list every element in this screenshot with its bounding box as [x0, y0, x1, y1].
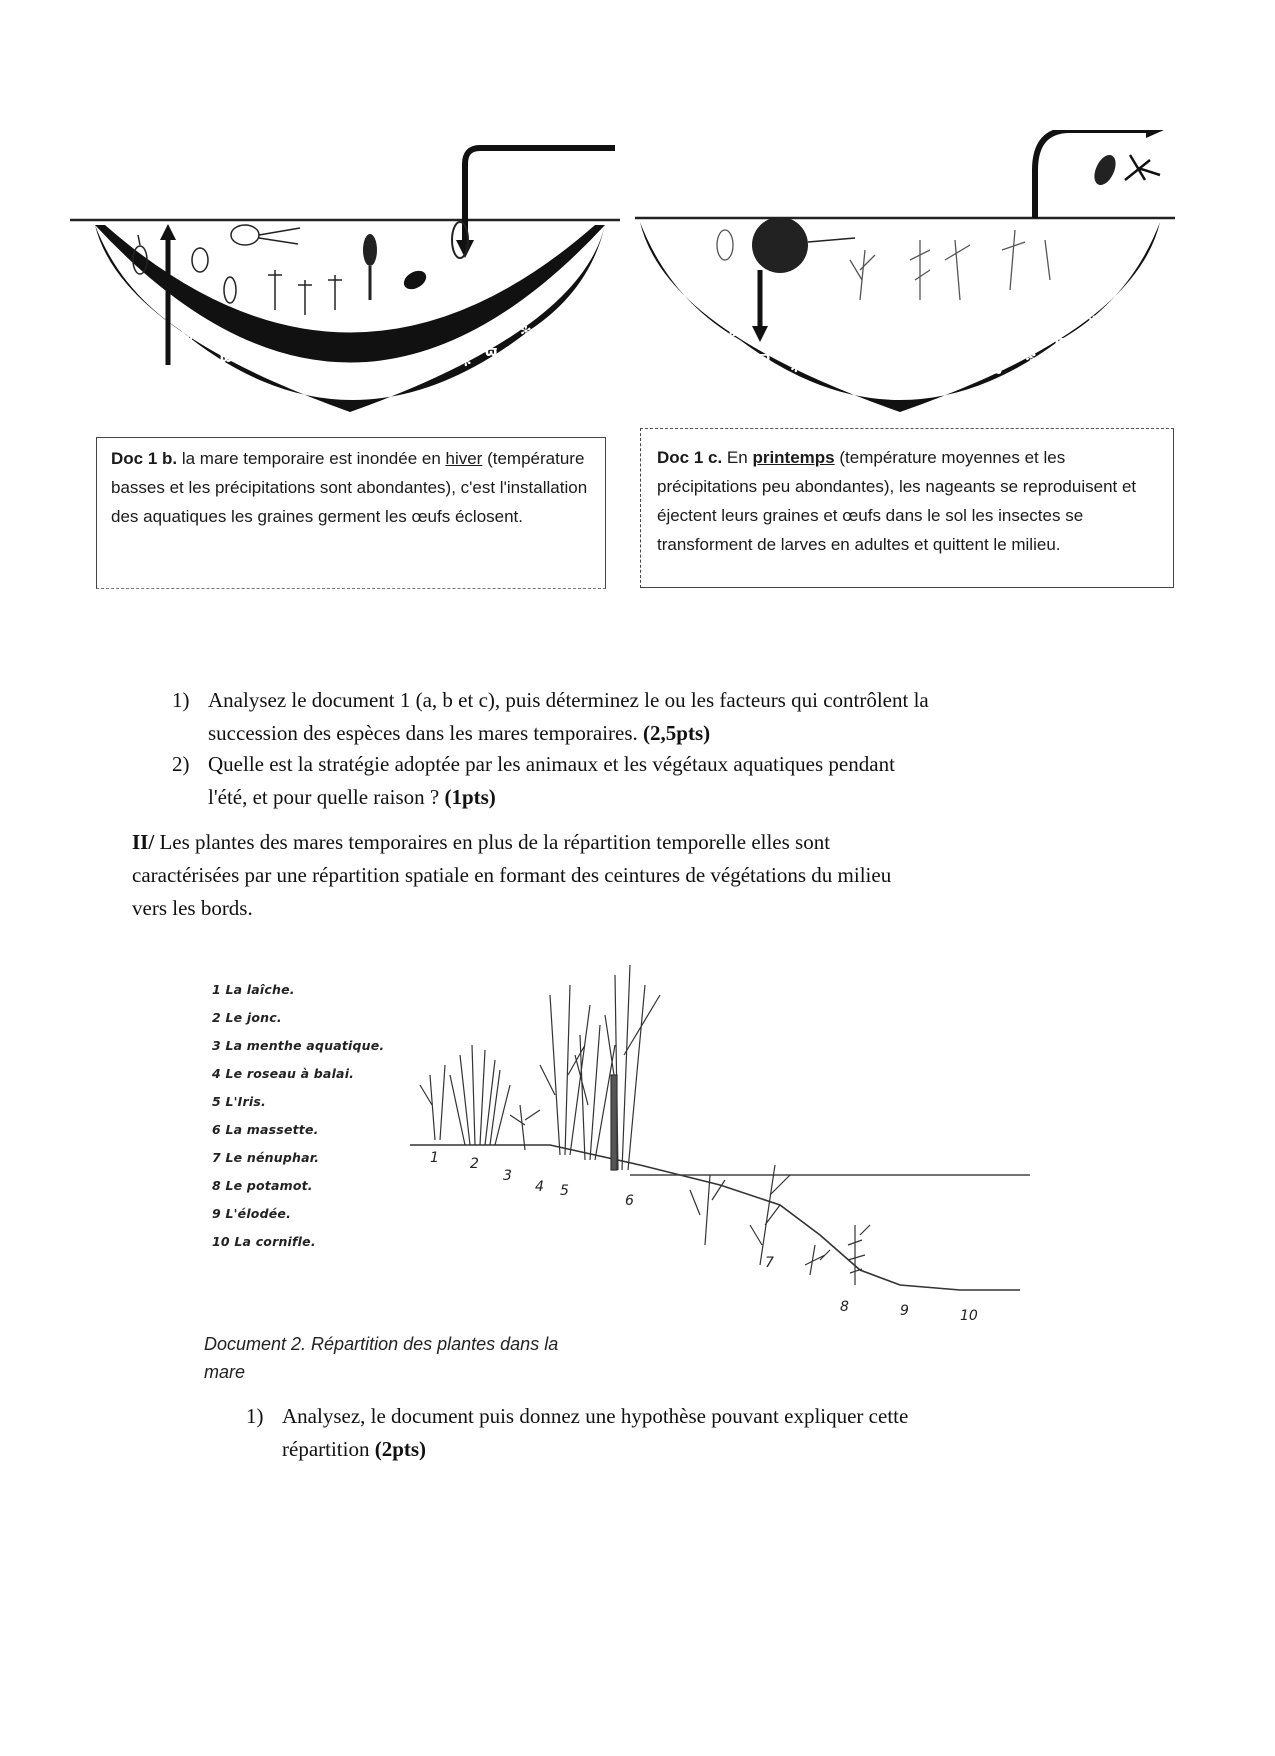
plant-number-1: 1	[430, 1150, 439, 1166]
question-part2-line2: répartition	[282, 1437, 375, 1461]
question-part2	[246, 1400, 1126, 1470]
question-part2-line1: Analysez, le document puis donnez une hypothèse pouvant expliquer cette	[282, 1404, 909, 1428]
svg-text:ϖ: ϖ	[220, 350, 233, 366]
doc1c-label: Doc 1 c.	[657, 448, 723, 467]
plant-legend-item-1: 1 La laîche.	[212, 982, 295, 997]
question-1-line2: succession des espèces dans les mares temporaires.	[208, 721, 644, 745]
svg-text:✻: ✻	[255, 360, 267, 376]
doc1b-season: hiver	[445, 449, 483, 468]
plant-number-10: 10	[960, 1308, 978, 1324]
pond-spring-diagram	[630, 130, 1190, 420]
svg-text:ϖ: ϖ	[290, 368, 303, 384]
doc1c-text-before: En	[722, 448, 753, 467]
question-2-line2: l'été, et pour quelle raison ?	[208, 785, 445, 809]
doc1c-season: printemps	[752, 448, 835, 467]
svg-text:ϖ: ϖ	[830, 370, 843, 386]
question-2-line2-wrap	[208, 781, 496, 814]
plant-legend-item-9: 9 L'élodée.	[212, 1206, 292, 1221]
question-1-line1: Analysez le document 1 (a, b et c), puis déterminez le ou les facteurs qui contrôlent la	[208, 688, 929, 712]
doc1c-caption-box	[640, 428, 1174, 588]
plant-number-7: 7	[765, 1255, 774, 1271]
doc1b-text-after: (température basses et les précipitations sont abondantes), c'est l'installation des aquatiques les graines germent les œufs éclosent.	[111, 449, 588, 526]
question-1-number: 1)	[172, 688, 190, 712]
section-2-line1: Les plantes des mares temporaires en plus de la répartition temporelle elles sont	[154, 830, 831, 854]
question-1-line2-wrap	[208, 717, 710, 750]
svg-text:ϖ: ϖ	[910, 374, 923, 390]
question-2-points: (1pts)	[444, 785, 496, 809]
plant-legend-item-4: 4 Le roseau à balai.	[212, 1066, 355, 1081]
svg-text:ϖ: ϖ	[990, 362, 1003, 378]
pond-plants-profile-diagram	[400, 955, 1040, 1325]
plant-number-5: 5	[560, 1183, 569, 1199]
svg-text:✻: ✻	[875, 376, 887, 392]
section-2-line2: caractérisées par une répartition spatiale en formant des ceintures de végétations du milieu	[132, 863, 892, 887]
doc1b-caption-box	[96, 437, 606, 589]
plant-number-4: 4	[535, 1179, 544, 1195]
question-2-number: 2)	[172, 752, 190, 776]
question-2	[172, 748, 1132, 818]
plant-legend-item-8: 8 Le potamot.	[212, 1178, 313, 1193]
section-2-line3: vers les bords.	[132, 896, 253, 920]
plant-legend-item-3: 3 La menthe aquatique.	[212, 1038, 385, 1053]
plant-number-8: 8	[840, 1299, 849, 1315]
svg-text:ϖ: ϖ	[360, 376, 373, 392]
svg-text:✻: ✻	[950, 368, 962, 384]
question-part2-number: 1)	[246, 1404, 264, 1428]
svg-text:✻: ✻	[395, 370, 407, 386]
plant-number-3: 3	[503, 1168, 512, 1184]
question-2-line1: Quelle est la stratégie adoptée par les animaux et les végétaux aquatiques pendant	[208, 752, 895, 776]
svg-text:✻: ✻	[790, 360, 802, 376]
svg-text:ϖ: ϖ	[485, 344, 498, 360]
plant-legend-item-5: 5 L'Iris.	[212, 1094, 266, 1109]
doc2-caption	[204, 1330, 644, 1386]
plant-legend-item-2: 2 Le jonc.	[212, 1010, 282, 1025]
doc1c-text-after: (température moyennes et les précipitations peu abondantes), les nageants se reproduisent et éjectent leurs graines et œufs dans le sol les insectes se transforment de larves en adultes et quittent le milieu.	[657, 448, 1137, 554]
doc1b-label: Doc 1 b.	[111, 449, 178, 468]
section-2-intro	[132, 826, 1132, 925]
question-1-points: (2,5pts)	[643, 721, 711, 745]
question-1	[172, 684, 1132, 754]
doc2-caption-line2: mare	[204, 1362, 246, 1382]
question-part2-points: (2pts)	[374, 1437, 427, 1461]
svg-text:ϖ: ϖ	[425, 366, 438, 382]
section-2-roman: II/	[132, 830, 155, 854]
svg-text:✻: ✻	[725, 330, 737, 346]
pond-winter-diagram	[60, 140, 640, 420]
svg-text:ϖ: ϖ	[758, 350, 771, 366]
svg-text:✻: ✻	[1025, 350, 1037, 366]
svg-text:✻: ✻	[328, 374, 340, 390]
plant-number-9: 9	[900, 1303, 909, 1319]
svg-text:ϖ: ϖ	[1055, 334, 1068, 350]
doc2-caption-line1: Document 2. Répartition des plantes dans la	[204, 1334, 559, 1354]
svg-text:✻: ✻	[185, 328, 197, 344]
section-2-line1-wrap	[132, 826, 1132, 859]
plant-legend-item-10: 10 La cornifle.	[212, 1234, 316, 1249]
plant-number-2: 2	[470, 1156, 479, 1172]
plant-number-6: 6	[625, 1193, 634, 1209]
svg-text:✻: ✻	[520, 324, 532, 340]
doc1b-text-before: la mare temporaire est inondée en	[177, 449, 446, 468]
plant-legend-item-6: 6 La massette.	[212, 1122, 319, 1137]
question-part2-line2-wrap	[282, 1433, 426, 1466]
plant-legend-item-7: 7 Le nénuphar.	[212, 1150, 320, 1165]
svg-text:✻: ✻	[460, 354, 472, 370]
svg-text:✻: ✻	[1088, 314, 1100, 330]
